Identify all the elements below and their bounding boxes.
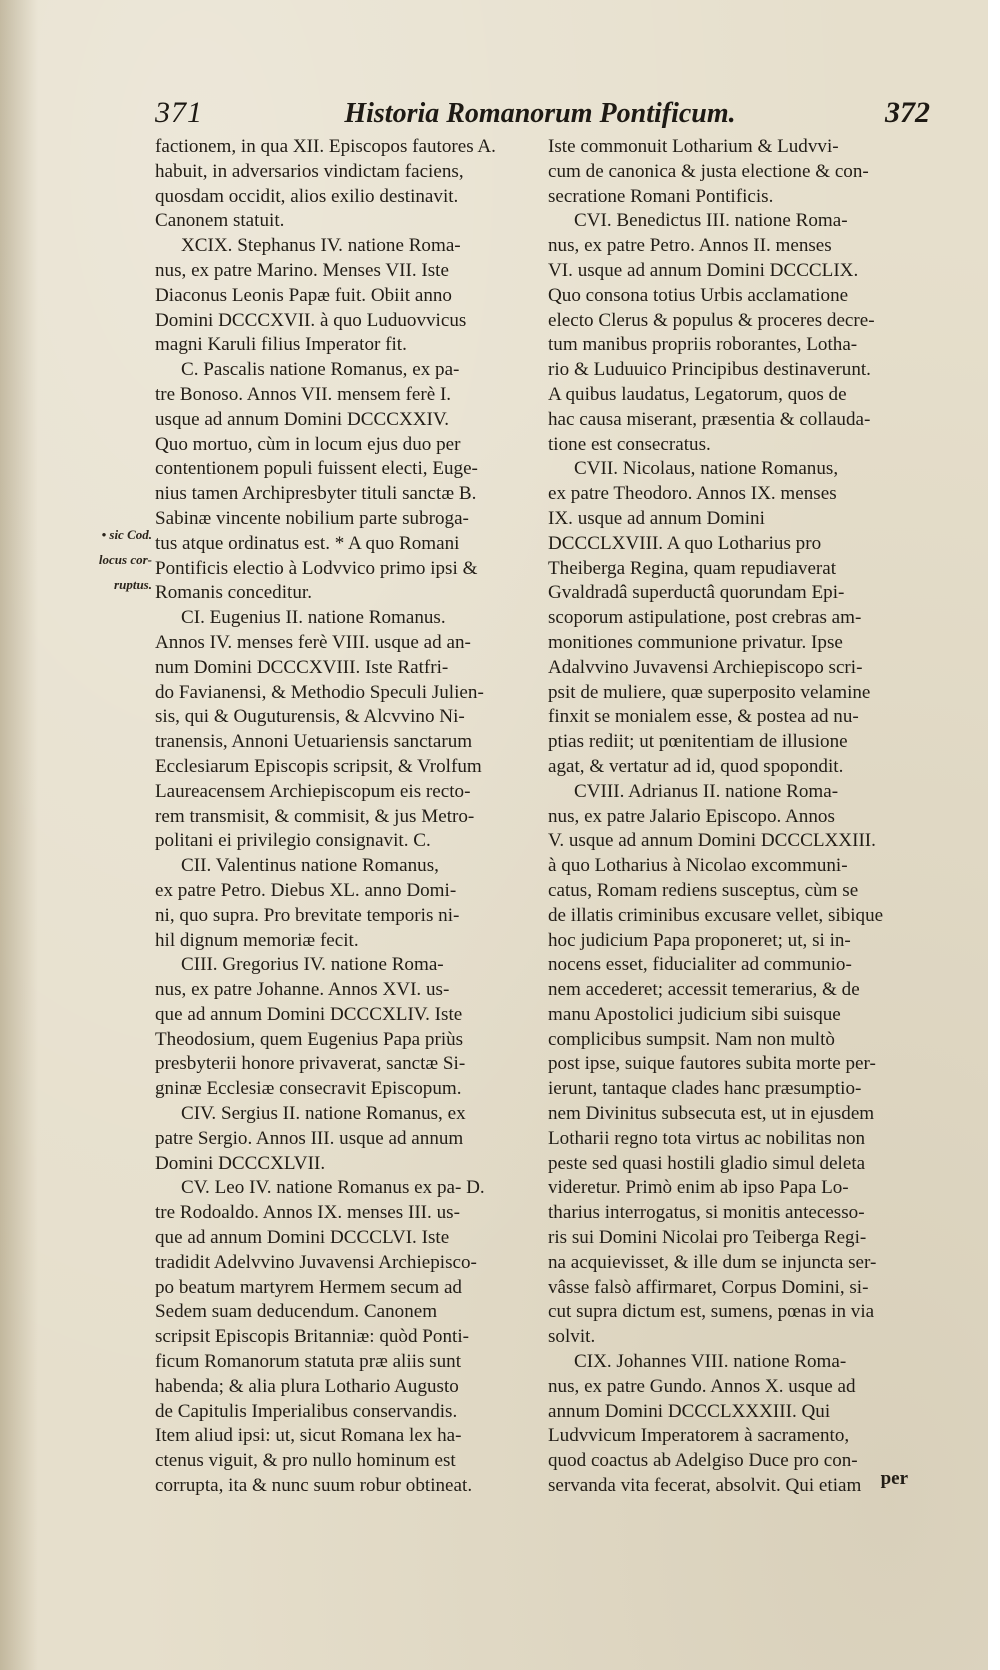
text-line: ex patre Theodoro. Annos IX. menses: [548, 483, 837, 505]
text-line: solvit.: [548, 1326, 596, 1348]
text-line: nem accederet; accessit temerarius, & de: [548, 979, 860, 1001]
text-line: Lotharii regno tota virtus ac nobilitas non: [548, 1127, 866, 1149]
text-line: presbyterii honore privaverat, sanctæ Si-: [155, 1053, 466, 1075]
text-line: peste sed quasi hostili gladio simul deleta: [548, 1152, 866, 1174]
text-line: ctenus viguit, & pro nullo hominum est: [155, 1450, 456, 1472]
page-number-right: 372: [885, 96, 930, 129]
text-line: manu Apostolici judicium sibi suisque: [548, 1003, 841, 1025]
text-line: na acquievisset, & ille dum se injuncta ser-: [548, 1251, 877, 1273]
text-line: nus, ex patre Gundo. Annos X. usque ad: [548, 1375, 856, 1397]
text-line: Canonem statuit.: [155, 210, 285, 232]
text-line: tre Bonoso. Annos VII. mensem ferè I.: [155, 383, 452, 405]
text-line: scoporum astipulatione, post crebras am-: [548, 607, 862, 629]
text-line: nus, ex patre Johanne. Annos XVI. us-: [155, 979, 450, 1001]
text-line: ierunt, tantaque clades hanc præsumptio-: [548, 1078, 862, 1100]
text-line: usque ad annum Domini DCCCXXIV.: [155, 408, 450, 430]
text-line: scripsit Episcopis Britanniæ: quòd Ponti-: [155, 1326, 469, 1348]
text-line: Ecclesiarum Episcopis scripsit, & Vrolfum: [155, 755, 482, 777]
text-line: Gvaldradâ superductâ quorundam Epi-: [548, 582, 845, 604]
text-line: rem transmisit, & commisit, & jus Metro-: [155, 805, 475, 827]
text-line: nus, ex patre Jalario Episcopo. Annos: [548, 805, 835, 827]
text-line: Adalvvino Juvavensi Archiepiscopo scri-: [548, 656, 863, 678]
entry-heading-line: CI. Eugenius II. natione Romanus.: [181, 607, 446, 629]
entry-heading-line: CIX. Johannes VIII. natione Roma-: [574, 1351, 847, 1373]
text-line: ris sui Domini Nicolai pro Teiberga Regi-: [548, 1227, 867, 1249]
text-line: nocens esset, fiducialiter ad communio-: [548, 954, 852, 976]
text-line: Sedem suam deducendum. Canonem: [155, 1301, 438, 1323]
right-column: [548, 135, 932, 1499]
text-line: quod coactus ab Adelgiso Duce pro con-: [548, 1450, 858, 1472]
entry-heading-line: CII. Valentinus natione Romanus,: [181, 855, 439, 877]
text-line: Annos IV. menses ferè VIII. usque ad an-: [155, 631, 471, 653]
text-line: secratione Romani Pontificis.: [548, 185, 774, 207]
text-line: Pontificis electio à Lodvvico primo ipsi &: [155, 557, 478, 579]
text-line: Iste commonuit Lotharium & Ludvvi-: [548, 136, 839, 157]
text-line: V. usque ad annum Domini DCCCLXXIII.: [548, 830, 876, 852]
text-line: A quibus laudatus, Legatorum, quos de: [548, 383, 847, 405]
text-line: tione est consecratus.: [548, 433, 711, 455]
entry-heading-line: CIV. Sergius II. natione Romanus, ex: [181, 1103, 466, 1125]
text-line: nius tamen Archipresbyter tituli sanctæ B.: [155, 483, 477, 505]
text-line: finxit se monialem esse, & postea ad nu-: [548, 706, 859, 728]
text-line: do Favianensi, & Methodio Speculi Julien-: [155, 681, 484, 703]
text-line: Item aliud ipsi: ut, sicut Romana lex ha-: [155, 1425, 462, 1447]
text-line: ni, quo supra. Pro brevitate temporis ni-: [155, 904, 460, 926]
text-line: tum manibus propriis roborantes, Lotha-: [548, 334, 858, 356]
margin-note-line: • sic Cod.: [101, 527, 152, 542]
margin-note-line: ruptus.: [114, 577, 152, 592]
text-line: que ad annum Domini DCCCLVI. Iste: [155, 1227, 450, 1249]
entry-heading-line: CVIII. Adrianus II. natione Roma-: [574, 780, 839, 802]
text-line: videretur. Primò enim ab ipso Papa Lo-: [548, 1177, 849, 1199]
text-line: num Domini DCCCXVIII. Iste Ratfri-: [155, 656, 449, 678]
text-line: Laureacensem Archiepiscopum eis recto-: [155, 780, 471, 802]
text-line: DCCCLXVIII. A quo Lotharius pro: [548, 532, 822, 554]
text-line: vâsse falsò affirmaret, Corpus Domini, si-: [548, 1276, 869, 1298]
text-line: habuit, in adversarios vindictam faciens,: [155, 160, 464, 182]
entry-heading-line: C. Pascalis natione Romanus, ex pa-: [181, 359, 460, 381]
text-line: electo Clerus & populus & proceres decre-: [548, 309, 875, 331]
text-line: politani ei privilegio consignavit. C.: [155, 830, 431, 852]
left-column: [155, 135, 539, 1499]
text-line: corrupta, ita & nunc suum robur obtineat.: [155, 1475, 473, 1497]
text-line: tradidit Adelvvino Juvavensi Archiepisco-: [155, 1251, 477, 1273]
gutter-shadow: [0, 0, 38, 1670]
text-line: habenda; & alia plura Lothario Augusto: [155, 1375, 459, 1397]
text-line: tus atque ordinatus est. * A quo Romani: [155, 532, 460, 554]
page-number-left: 371: [155, 96, 203, 129]
text-line: nus, ex patre Petro. Annos II. menses: [548, 235, 832, 257]
text-line: Domini DCCCXVII. à quo Luduovvicus: [155, 309, 467, 331]
text-line: tre Rodoaldo. Annos IX. menses III. us-: [155, 1202, 460, 1224]
running-head: [150, 96, 930, 136]
text-line: à quo Lotharius à Nicolao excommuni-: [548, 855, 848, 877]
text-line: cum de canonica & justa electione & con-: [548, 160, 869, 182]
text-line: Quo mortuo, cùm in locum ejus duo per: [155, 433, 461, 455]
text-line: cut supra dictum est, sumens, pœnas in via: [548, 1301, 875, 1323]
text-line: complicibus sumpsit. Nam non multò: [548, 1028, 835, 1050]
entry-heading-line: CVII. Nicolaus, natione Romanus,: [574, 458, 839, 480]
text-line: Theodosium, quem Eugenius Papa priùs: [155, 1028, 464, 1050]
text-line: de Capitulis Imperialibus conservandis.: [155, 1400, 458, 1422]
catchword: per: [880, 1468, 908, 1489]
text-line: catus, Romam rediens susceptus, cùm se: [548, 879, 859, 901]
margin-note-line: locus cor-: [98, 552, 152, 567]
text-line: Domini DCCCXLVII.: [155, 1152, 326, 1174]
text-line: que ad annum Domini DCCCXLIV. Iste: [155, 1003, 463, 1025]
margin-note: [60, 522, 152, 597]
text-line: patre Sergio. Annos III. usque ad annum: [155, 1127, 464, 1149]
text-line: factionem, in qua XII. Episcopos fautores A.: [155, 136, 496, 157]
text-line: sis, qui & Ouguturensis, & Alcvvino Ni-: [155, 706, 465, 728]
text-line: post ipse, suique fautores subita morte per-: [548, 1053, 876, 1075]
entry-heading-line: CV. Leo IV. natione Romanus ex pa- D.: [181, 1177, 485, 1199]
text-line: rio & Luduuico Principibus destinaverunt.: [548, 359, 871, 381]
text-line: Quo consona totius Urbis acclamatione: [548, 284, 849, 306]
text-line: annum Domini DCCCLXXXIII. Qui: [548, 1400, 831, 1422]
text-line: monitiones communione privatur. Ipse: [548, 631, 843, 653]
entry-heading-line: CVI. Benedictus III. natione Roma-: [574, 210, 848, 232]
text-line: gninæ Ecclesiæ consecravit Episcopum.: [155, 1078, 462, 1100]
text-line: ex patre Petro. Diebus XL. anno Domi-: [155, 879, 457, 901]
text-line: magni Karuli filius Imperator fit.: [155, 334, 407, 356]
text-line: VI. usque ad annum Domini DCCCLIX.: [548, 259, 859, 281]
text-line: IX. usque ad annum Domini: [548, 507, 765, 529]
text-line: hac causa miserant, præsentia & collauda-: [548, 408, 871, 430]
text-line: contentionem populi fuissent electi, Euge-: [155, 458, 478, 480]
text-line: Romanis conceditur.: [155, 582, 312, 604]
text-line: nus, ex patre Marino. Menses VII. Iste: [155, 259, 449, 281]
text-line: ficum Romanorum statuta præ aliis sunt: [155, 1351, 461, 1373]
entry-heading-line: XCIX. Stephanus IV. natione Roma-: [181, 235, 461, 257]
text-line: de illatis criminibus excusare vellet, sibique: [548, 904, 884, 926]
text-line: psit de muliere, quæ superposito velamine: [548, 681, 871, 703]
text-line: hil dignum memoriæ fecit.: [155, 929, 359, 951]
entry-heading-line: CIII. Gregorius IV. natione Roma-: [181, 954, 444, 976]
text-line: agat, & vertatur ad id, quod spopondit.: [548, 755, 844, 777]
text-line: quosdam occidit, alios exilio destinavit.: [155, 185, 459, 207]
text-line: Diaconus Leonis Papæ fuit. Obiit anno: [155, 284, 452, 306]
text-line: servanda vita fecerat, absolvit. Qui etiam: [548, 1475, 862, 1497]
running-title: Historia Romanorum Pontificum.: [344, 98, 736, 129]
text-line: Sabinæ vincente nobilium parte subroga-: [155, 507, 469, 529]
text-line: nem Divinitus subsecuta est, ut in ejusdem: [548, 1103, 875, 1125]
text-line: tharius interrogatus, si monitis antecesso-: [548, 1202, 865, 1224]
text-line: tranensis, Annoni Uetuariensis sanctarum: [155, 731, 473, 753]
text-line: hoc judicium Papa proponeret; ut, si in-: [548, 929, 851, 951]
text-line: Theiberga Regina, quam repudiaverat: [548, 557, 837, 579]
text-line: po beatum martyrem Hermem secum ad: [155, 1276, 462, 1298]
text-line: Ludvvicum Imperatorem à sacramento,: [548, 1425, 850, 1447]
text-line: ptias rediit; ut pœnitentiam de illusione: [548, 731, 848, 753]
